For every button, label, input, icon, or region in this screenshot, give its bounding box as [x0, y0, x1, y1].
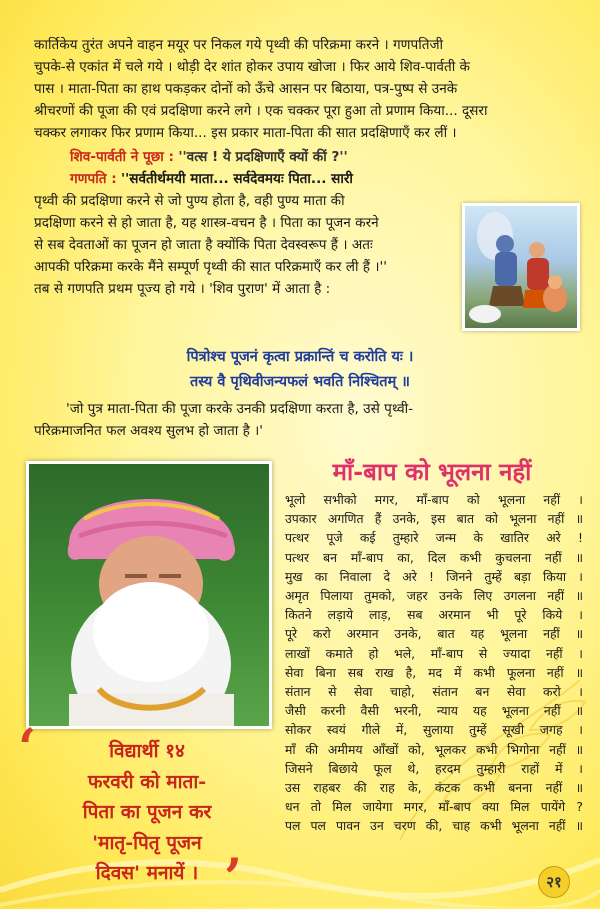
- poem-line: धन तो मिल जायेगा मगर, माँ-बाप क्या मिल पायेंगे ?: [285, 799, 583, 815]
- poem-line: लाखों कमाते हो भले, माँ-बाप से ज्यादा नहीं ।: [285, 645, 583, 661]
- poem-line: पूरे करो अरमान उनके, बात यह भूलना नहीं ॥: [285, 626, 583, 642]
- poem-line: सेवा बिना सब राख है, मद में कभी फूलना नहीं ॥: [285, 664, 583, 680]
- saint-portrait-image: [26, 461, 272, 729]
- slogan-block: [44, 736, 250, 889]
- poem-line: पत्थर बन माँ-बाप का, दिल कभी कुचलना नहीं ॥: [285, 549, 583, 565]
- slogan-line: 'मातृ-पितृ पूजन: [92, 831, 202, 854]
- poem-line: माँ की अमीमय आँखों को, भूलकर कभी भिगोना नहीं ॥: [285, 741, 583, 757]
- poem-line: जिसने बिछाये फूल थे, हरदम तुम्हारी राहों में ।: [285, 760, 583, 776]
- poem-title: माँ-बाप को भूलना नहीं: [332, 457, 532, 486]
- answer-speaker: गणपति :: [70, 171, 117, 187]
- answer-after-line: तब से गणपति प्रथम पूज्य हो गये । 'शिव पुराण' में आता है :: [34, 281, 331, 297]
- poem-line: उस राहबर की राह के, कंटक कभी बनना नहीं ॥: [285, 780, 583, 796]
- answer-first-line: [70, 168, 456, 190]
- poem-line: सोकर स्वयं गीले में, सुलाया तुम्हें सूखी जगह ।: [285, 722, 583, 738]
- poem-lines: [285, 490, 583, 836]
- question-speaker: शिव-पार्वती ने पूछा :: [70, 149, 174, 165]
- slogan-line: दिवस' मनायें ।: [95, 862, 199, 884]
- slogan-line: पिता का पूजन कर: [82, 801, 212, 823]
- translation-paragraph: [34, 398, 570, 442]
- open-quote-mark: ‘: [18, 718, 37, 779]
- answer-paragraph: [34, 190, 454, 300]
- answer-line: पृथ्वी की प्रदक्षिणा करने से जो पुण्य होता है, वही पुण्य माता की: [34, 193, 345, 209]
- intro-line: कार्तिकेय तुरंत अपने वाहन मयूर पर निकल गये पृथ्वी की परिक्रमा करने । गणपतिजी: [34, 37, 444, 53]
- intro-line: पास । माता-पिता का हाथ पकड़कर दोनों को ऊँचे आसन पर बिठाया, पत्र-पुष्प से उनके: [34, 81, 458, 97]
- poem-line: पल पल पावन उन चरण की, चाह कभी भूलना नहीं ॥: [285, 818, 583, 834]
- poem-line: मुख का निवाला दे अरे ! जिनने तुम्हें बड़ा किया ।: [285, 568, 583, 584]
- slogan-line: विद्यार्थी १४: [109, 740, 185, 762]
- slogan-line: फरवरी को माता-: [87, 770, 207, 793]
- intro-paragraph: [34, 34, 570, 144]
- answer-line: से सब देवताओं का पूजन हो जाता है क्योंकि पिता देवस्वरूप हैं । अतः: [34, 237, 373, 253]
- poem-line: जैसी करनी वैसी भरनी, न्याय यह भूलना नहीं ॥: [285, 703, 583, 719]
- answer-line: प्रदक्षिणा करने से हो जाता है, यह शास्त्र-वचन है । पिता का पूजन करने: [34, 215, 379, 231]
- poem-line: कितने लड़ाये लाड़, सब अरमान भी पूरे किये ।: [285, 607, 583, 623]
- poem-line: पत्थर पूजे कई तुम्हारे जन्म के खातिर अरे !: [285, 530, 583, 546]
- intro-line: चुपके-से एकांत में चले गये । थोड़ी देर शांत होकर उपाय खोजा । फिर आये शिव-पार्वती के: [34, 59, 470, 75]
- translation-line: 'जो पुत्र माता-पिता की पूजा करके उनकी प्रदक्षिणा करता है, उसे पृथ्वी-: [66, 401, 414, 417]
- intro-line: श्रीचरणों की पूजा की एवं प्रदक्षिणा करने लगे । एक चक्कर पूरा हुआ तो प्रणाम किया... दूसरा: [34, 103, 488, 119]
- shiva-parvati-ganesh-image: [462, 203, 580, 331]
- poem-line: उपकार अगणित हैं उनके, इस बात को भूलना नहीं ॥: [285, 511, 583, 527]
- close-quote-mark: ’: [224, 848, 243, 909]
- page-number: २१: [538, 866, 570, 898]
- answer-line: आपकी परिक्रमा करके मैंने सम्पूर्ण पृथ्वी की सात परिक्रमाएँ कर ली हैं ।'': [34, 259, 387, 275]
- translation-line: परिक्रमाजनित फल अवश्य सुलभ हो जाता है ।': [34, 423, 264, 439]
- poem-line: भूलो सभीको मगर, माँ-बाप को भूलना नहीं ।: [285, 492, 583, 507]
- answer-first: ''सर्वतीर्थमयी माता... सर्वदेवमयः पिता... सारी: [120, 171, 353, 187]
- question-text: ''वत्स ! ये प्रदक्षिणाएँ क्यों कीं ?'': [178, 149, 348, 165]
- shloka-line-1: पित्रोश्च पूजनं कृत्वा प्रक्रान्तिं च करोति यः ।: [186, 349, 414, 365]
- shloka-line-2: तस्य वै पृथिवीजन्यफलं भवति निश्चितम् ॥: [190, 374, 410, 390]
- intro-line: चक्कर लगाकर फिर प्रणाम किया... इस प्रकार माता-पिता की सात प्रदक्षिणाएँ कर लीं ।: [34, 125, 457, 141]
- poem-line: संतान से सेवा चाहो, संतान बन सेवा करो ।: [285, 684, 583, 700]
- poem-line: अमृत पिलाया तुमको, जहर उनके लिए उगलना नहीं ॥: [285, 588, 583, 604]
- question-line: [70, 146, 570, 168]
